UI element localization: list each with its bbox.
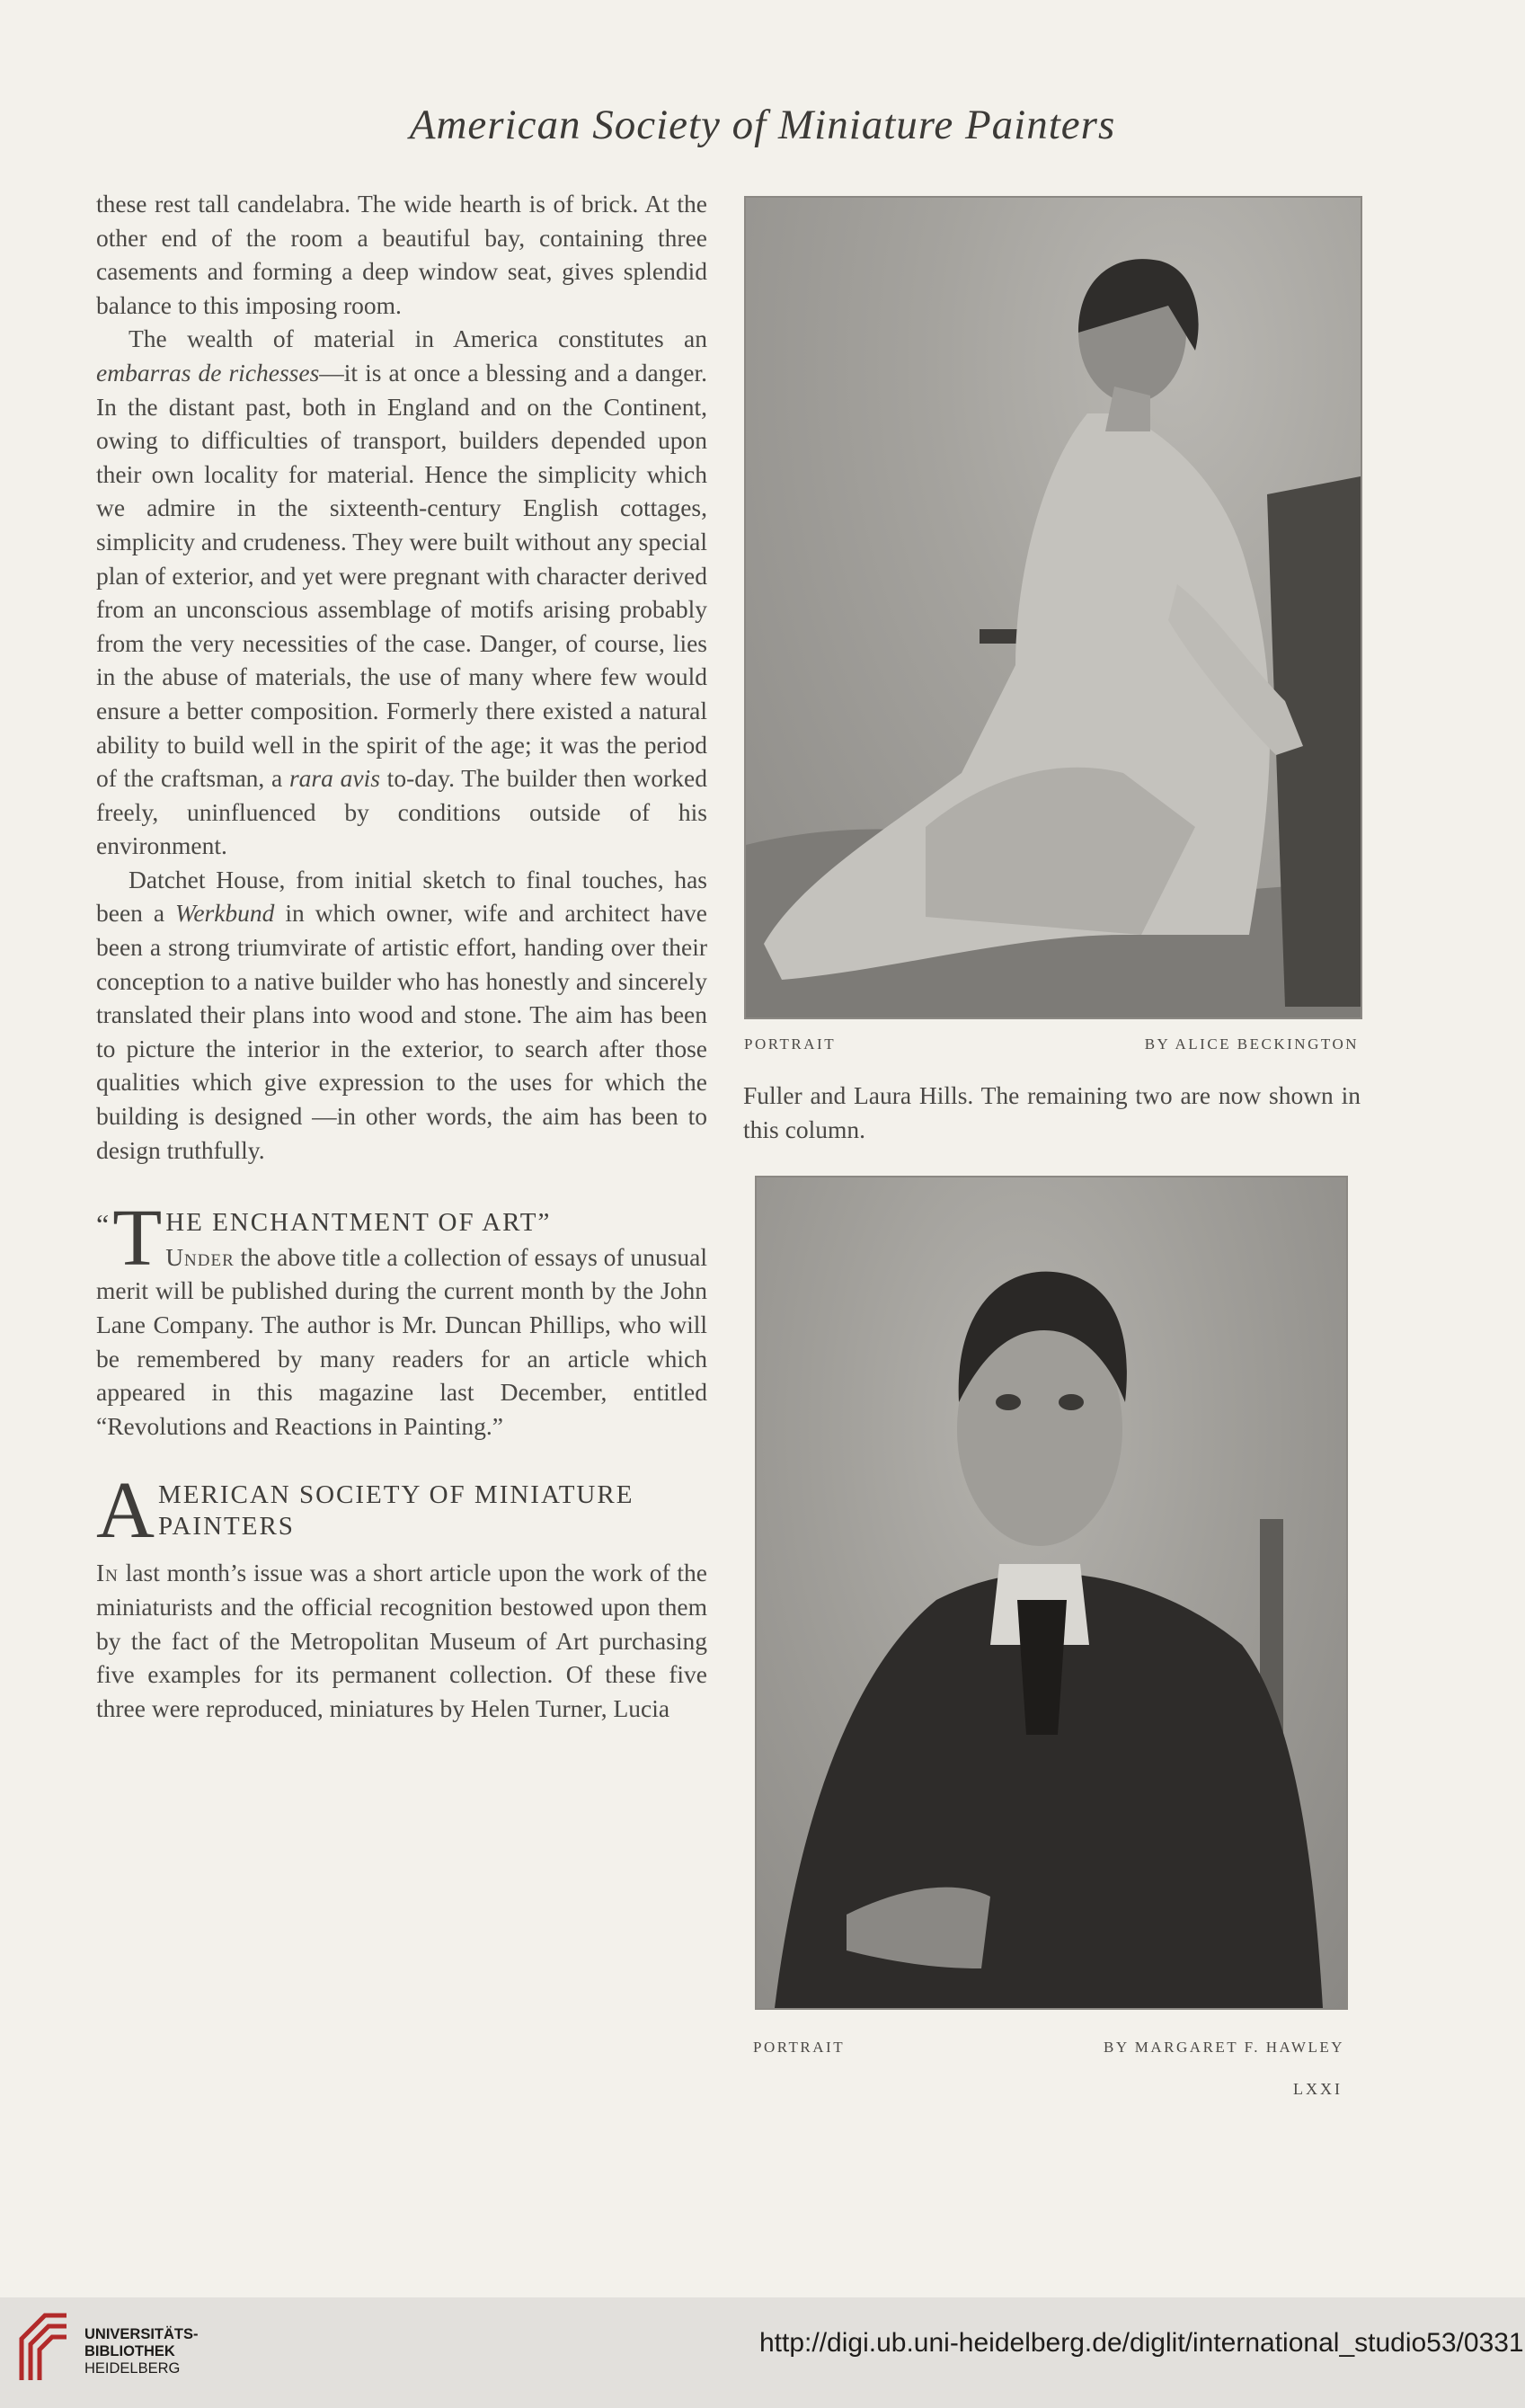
paragraph-2-text-b: —it is at once a blessing and a danger. In the distant past, both in England and on the Continent, owing to difficulties of transport, builders depended upon their own locality for material. Hence the simplicity which we admire in the sixteenth-century English cottages, simplicity and crudeness. They were built without any special plan of exterior, and yet were pregnant with character derived from an unconscious assemblage of motifs arising probably from the very necessities of the case. Danger, of course, lies in the abuse of materials, the use of many where few would ensure a better composition. Formerly there existed a natural ability to build well in the spirit of the age; it was the period of the craftsman, a — [96, 358, 707, 793]
portrait-plate-seated-man — [755, 1176, 1348, 2010]
plate-2-caption-right: BY MARGARET F. HAWLEY — [1104, 2039, 1344, 2056]
university-library-logo-icon — [18, 2312, 70, 2384]
enchantment-paragraph — [96, 1240, 707, 1444]
running-head: American Society of Miniature Painters — [409, 102, 1116, 148]
paragraph-3 — [96, 863, 707, 1167]
paragraph-2 — [96, 322, 707, 863]
heading-open-quote: “ — [96, 1208, 111, 1241]
heading-line-2: PAINTERS — [158, 1512, 295, 1542]
heading-initial-a: A — [96, 1466, 155, 1556]
plate-1-caption-right: BY ALICE BECKINGTON — [1144, 1035, 1359, 1053]
miniature-body: last month’s issue was a short article upon the work of the miniaturists and the official recognition bestowed upon them by the fact of the Metropolitan Museum of Art purchasing five examples for its permanent collection. Of these five three were reproduced, miniatures by Helen Turner, Lucia — [96, 1559, 707, 1722]
paragraph-1: these rest tall candelabra. The wide hearth is of brick. At the other end of the room a beautiful bay, containing three casements and forming a deep window seat, gives splendid balance to this imposing room. — [96, 190, 707, 319]
library-name-line-1: UNIVERSITÄTS- — [84, 2326, 199, 2342]
miniature-paragraph — [96, 1556, 707, 1725]
heading-initial-t: T — [112, 1194, 163, 1284]
paragraph-3-text-b: in which owner, wife and architect have been a strong triumvirate of artistic effort, handing over their conception to a native builder who has honestly and sincerely translated their plans into wood and stone. The aim has been to picture the interior in the exterior, to search after those qualities which give expression to the uses for which the building is designed —in other words, the aim has been to design truthfully. — [96, 899, 707, 1164]
heading-rest: HE ENCHANTMENT OF ART” — [165, 1208, 552, 1238]
plate-2-caption-left: PORTRAIT — [753, 2039, 846, 2056]
plate-1-caption-left: PORTRAIT — [744, 1035, 837, 1053]
paragraph-2-italic-2: rara avis — [288, 764, 380, 793]
heading-line-1: MERICAN SOCIETY OF MINIATURE — [158, 1480, 634, 1510]
miniature-lead-word: In — [96, 1559, 119, 1587]
page-folio: LXXI — [1293, 2080, 1343, 2098]
library-name-line-2: BIBLIOTHEK — [84, 2343, 175, 2359]
paragraph-2-text-c: to-day. The builder then worked freely, uninfluenced by conditions outside of his environment. — [96, 764, 707, 860]
section-heading-miniature — [96, 1466, 707, 1556]
portrait-plate-seated-woman — [744, 196, 1362, 1019]
paragraph-3-text-a: Datchet House, from initial sketch to final touches, has been a — [96, 865, 707, 928]
library-name — [84, 2326, 199, 2377]
seated-man-illustration — [757, 1177, 1346, 2008]
digitization-footer — [0, 2297, 1525, 2408]
enchantment-lead-word: Under — [165, 1242, 235, 1271]
paragraph-2-italic: embarras de richesses — [96, 358, 320, 387]
enchantment-body: the above title a collection of essays of unusual merit will be published during the current month by the John Lane Company. The author is Mr. Duncan Phillips, who will be remembered by many readers for an article which appeared in this magazine last December, entitled “Revolutions and Reactions in Painting.” — [96, 1242, 707, 1440]
seated-woman-illustration — [746, 198, 1361, 1017]
left-column — [96, 187, 707, 1725]
paragraph-3-italic: Werkbund — [174, 899, 275, 928]
right-column-text: Fuller and Laura Hills. The remaining two are now shown in this column. — [743, 1081, 1361, 1143]
source-url-link[interactable]: http://digi.ub.uni-heidelberg.de/diglit/international_studio53/0331 — [759, 2328, 1524, 2358]
paragraph-2-text-a: The wealth of material in America constitutes an — [129, 324, 707, 353]
library-name-line-3: HEIDELBERG — [84, 2360, 181, 2377]
